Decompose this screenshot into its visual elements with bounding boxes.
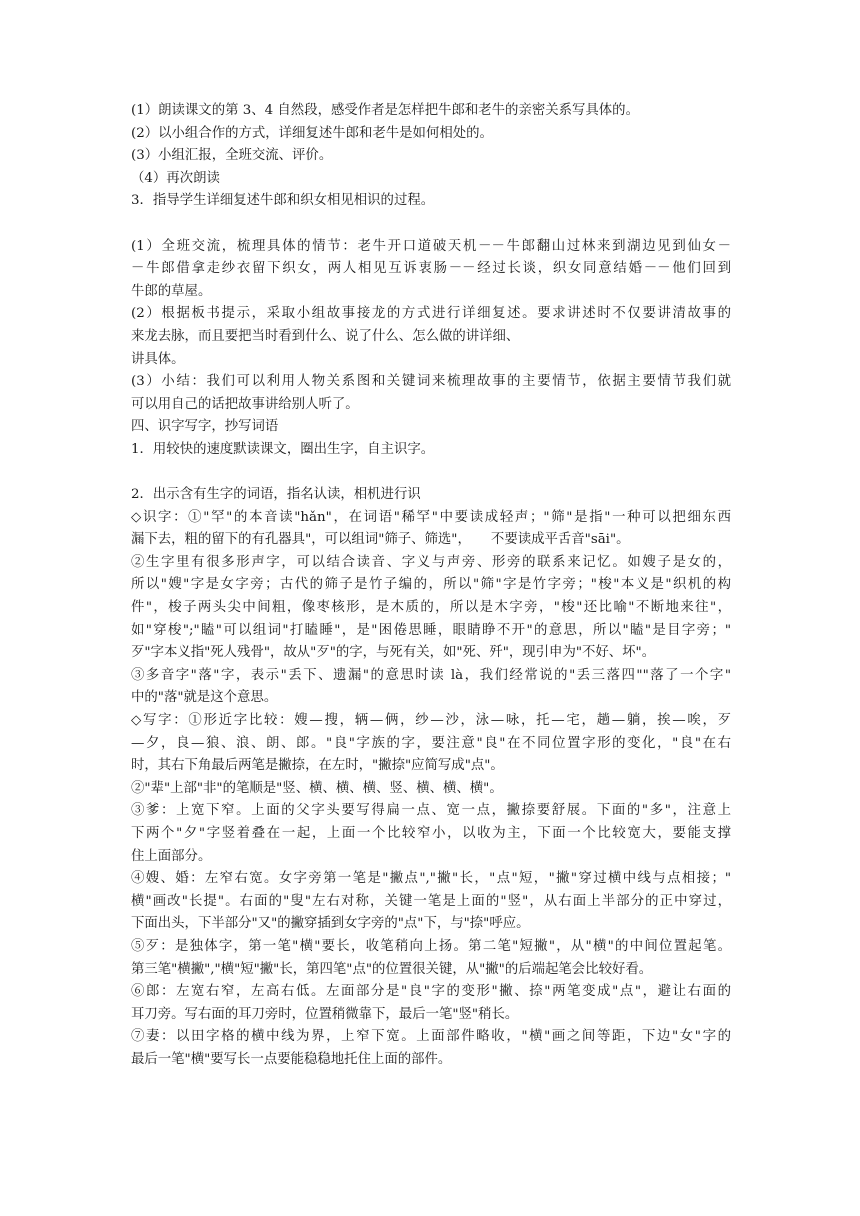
text-line: 可以用自己的话把故事讲给别人听了。 [131,396,359,412]
text-line: 讲具体。 [131,351,185,367]
text-line: 来龙去脉，而且要把当时看到什么、说了什么、怎么做的讲详细、 [131,328,520,344]
text-line: (3）小结：我们可以利用人物关系图和关键词来梳理故事的主要情节，依据主要情节我们就 [131,374,731,390]
text-line: 漏下去，粗的留下的有孔器具"，可以组词"筛子、筛选"， 不要读成平舌音"sāi"。 [131,532,630,548]
text-line: (1）朗读课文的第 3、4 自然段，感受作者是怎样把牛郎和老牛的亲密关系写具体的。 [131,103,639,118]
text-line: ⑥郎：左宽右窄，左高右低。左面部分是"良"字的变形"撇、捺"两笔变成"点"，避让右面的 [131,984,731,1000]
text-line: ◇识字：①"罕"的本音读"hǎn"，在词语"稀罕"中要读成轻声；"筛"是指"一种可以把细东西 [131,509,731,525]
text-line: ⑤歹：是独体字，第一笔"横"要长，收笔稍向上扬。第二笔"短撇"，从"横"的中间位置起笔。 [131,938,731,954]
text-line: 3．指导学生详细复述牛郎和织女相见相识的过程。 [131,193,435,209]
text-line: 下面出头，下半部分"又"的撇穿插到女字旁的"点"下，与"捺"呼应。 [131,916,530,932]
text-line: (2）根据板书提示，采取小组故事接龙的方式进行详细复述。要求讲述时不仅要讲清故事的 [131,306,731,322]
text-line: 所以"嫂"字是女字旁；古代的筛子是竹子编的，所以"筛"字是竹字旁；"梭"本义是"织机的构 [131,577,731,593]
text-line: 横"画改"长提"。右面的"叟"左右对称，关键一笔是上面的"竖"，从右面上半部分的正中穿过， [131,893,731,909]
text-line: 最后一笔"横"要写长一点要能稳稳地托住上面的部件。 [131,1051,452,1067]
text-line: 时，其右下角最后两笔是撇捺，在左时，"撇捺"应简写成"点"。 [131,758,504,774]
text-line: －牛郎借拿走纱衣留下织女，两人相见互诉衷肠－－经过长谈，织女同意结婚－－他们回到 [131,261,731,277]
text-line: 1．用较快的速度默读课文，圈出生字，自主识字。 [131,441,435,457]
blank-line [131,213,731,236]
document-body [131,100,731,1072]
text-line: 下两个"夕"字竖着叠在一起，上面一个比较窄小，以收为主，下面一个比较宽大，要能支撑 [131,826,731,841]
text-line: 件"，梭子两头尖中间粗，像枣核形，是木质的，所以是木字旁，"梭"还比喻"不断地来往"， [131,600,731,616]
text-line: ⑦妻：以田字格的横中线为界，上窄下宽。上面部件略收，"横"画之间等距，下边"女"字的 [131,1029,731,1045]
section-heading: 四、识字写字，抄写词语 [131,419,279,435]
text-line: ◇写字：①形近字比较：嫂—搜，辆—俩，纱—沙，泳—咏，托—宅，趟—躺，挨—唉，歹 [131,713,731,729]
blank-line [131,462,731,485]
text-line: 中的"落"就是这个意思。 [131,690,278,706]
text-line: 歹"字本义指"死人残骨"，故从"歹"的字，与死有关，如"死、歼"，现引申为"不好、坏"。 [131,645,656,661]
text-line: ③多音字"落"字，表示"丢下、遗漏"的意思时读 là，我们经常说的"丢三落四""落了一个字" [131,667,731,683]
text-line: 牛郎的草屋。 [131,283,212,299]
text-line: ③爹：上宽下窄。上面的父字头要写得扁一点、宽一点，撇捺要舒展。下面的"多"，注意上 [131,803,731,819]
text-line: (2）以小组合作的方式，详细复述牛郎和老牛是如何相处的。 [131,125,493,141]
text-line: 住上面部分。 [131,848,212,864]
text-line: —夕，良—狼、浪、朗、郎。"良"字族的字，要注意"良"在不同位置字形的变化，"良"在右 [131,735,731,751]
text-line: (3）小组汇报，全班交流、评价。 [131,148,333,164]
text-line: （4）再次朗读 [131,170,220,186]
text-line: ④嫂、婚：左窄右宽。女字旁第一笔是"撇点","撇"长，"点"短，"撇"穿过横中线与点相接；" [131,871,731,887]
text-line: ②"辈"上部"非"的笔顺是"竖、横、横、横、竖、横、横、横"。 [131,780,503,796]
text-line: (1）全班交流，梳理具体的情节：老牛开口道破天机－－牛郎翻山过林来到湖边见到仙女－ [131,238,731,254]
text-line: ②生字里有很多形声字，可以结合读音、字义与声旁、形旁的联系来记忆。如嫂子是女的， [131,554,731,570]
text-line: 2．出示含有生字的词语，指名认读，相机进行识 [131,487,421,503]
text-line: 耳刀旁。写右面的耳刀旁时，位置稍微靠下，最后一笔"竖"稍长。 [131,1006,519,1022]
text-line: 第三笔"横撇","横"短"撇"长，第四笔"点"的位置很关键，从"撇"的后端起笔会比较好看。 [131,961,653,977]
text-line: 如"穿梭";"瞌"可以组词"打瞌睡"，是"困倦思睡，眼睛睁不开"的意思，所以"瞌"是目字旁；" [131,622,731,638]
